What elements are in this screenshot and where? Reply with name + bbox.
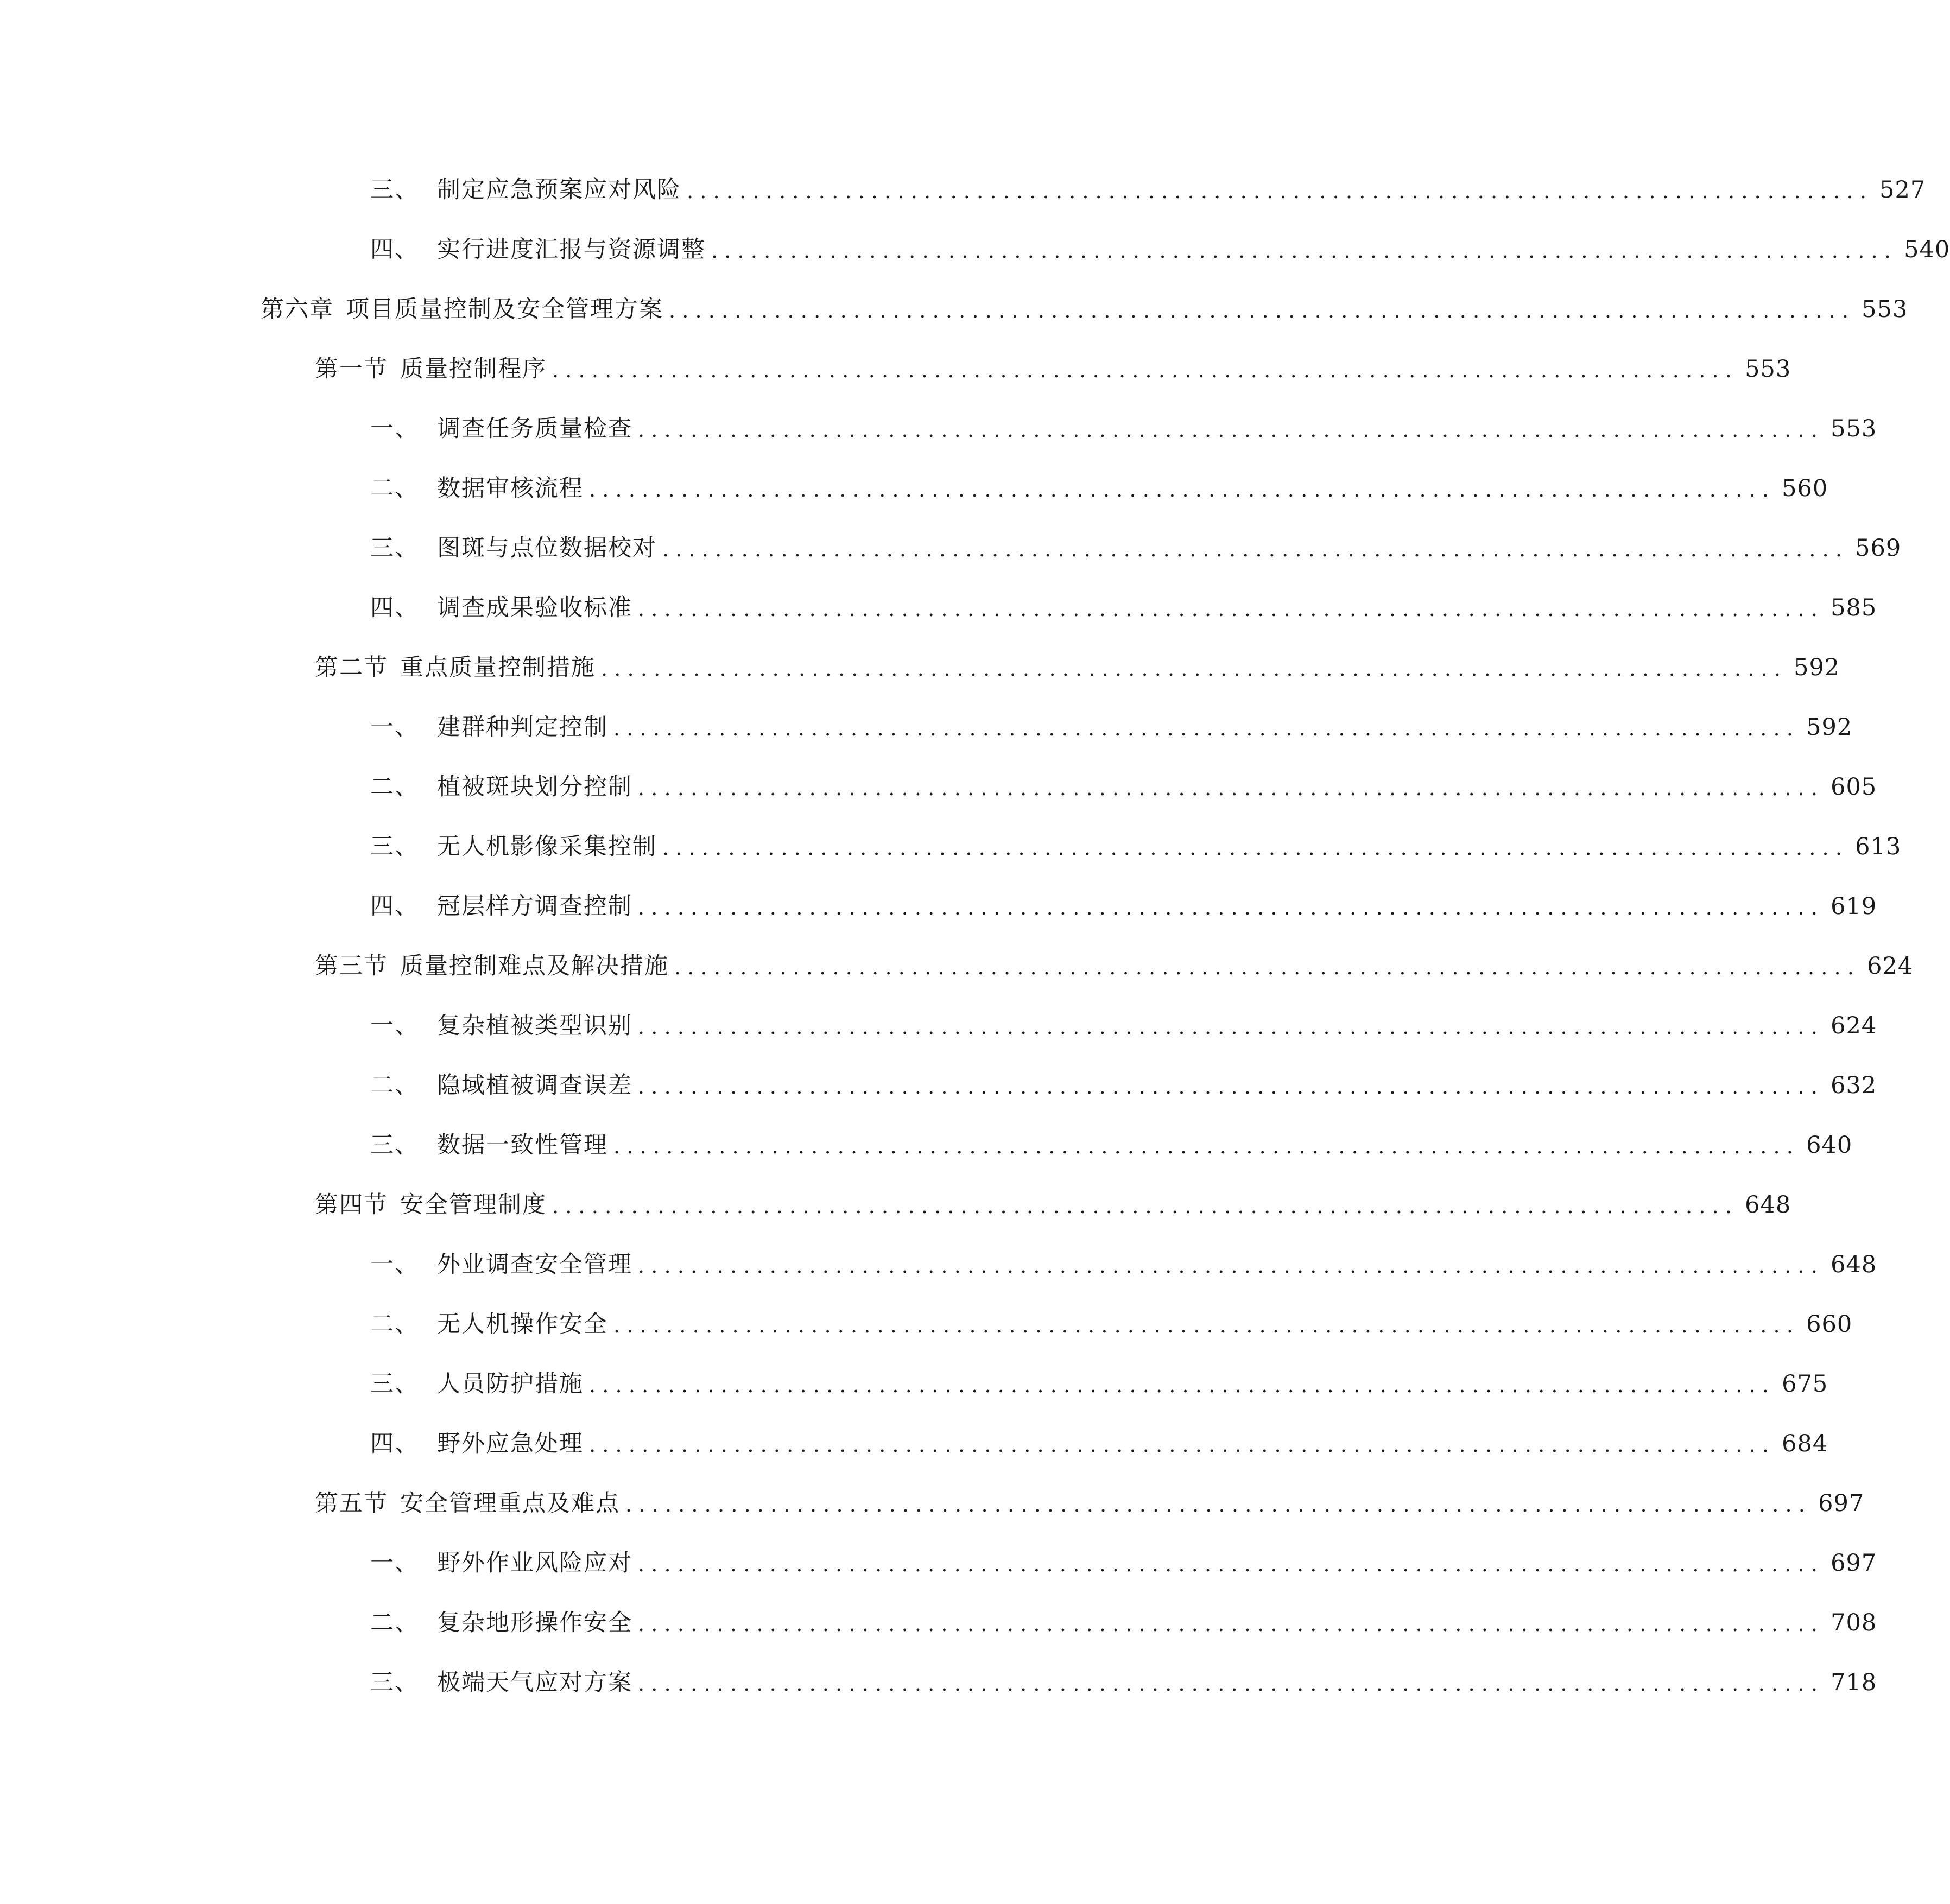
toc-entry[interactable]: [370, 407, 1877, 450]
toc-entry-number: 三、: [370, 534, 419, 562]
toc-entry-title: 冠层样方调查控制: [437, 892, 632, 920]
toc-entry-title: 重点质量控制措施: [400, 653, 596, 681]
toc-entry-number: 四、: [370, 1430, 419, 1457]
toc-entry-title: 隐域植被调查误差: [437, 1071, 632, 1099]
toc-entry-page: 569: [1855, 534, 1902, 562]
toc-entry[interactable]: [370, 706, 1853, 749]
toc-entry-number: 第一节: [315, 355, 388, 383]
dot-leader: ..........................................................................................: [589, 1433, 1776, 1457]
toc-entry[interactable]: [370, 1661, 1877, 1704]
dot-leader: ..........................................................................................: [638, 418, 1825, 442]
dot-leader: ..........................................................................................: [625, 1493, 1812, 1516]
toc-entry[interactable]: [370, 586, 1877, 630]
toc-entry-number: 第五节: [315, 1489, 388, 1517]
dot-leader: ..........................................................................................: [601, 657, 1788, 681]
toc-entry-page: 684: [1782, 1430, 1828, 1457]
toc-entry-page: 592: [1794, 653, 1840, 681]
toc-entry-title: 数据一致性管理: [437, 1131, 608, 1159]
dot-leader: ..........................................................................................: [613, 716, 1800, 740]
dot-leader: ..........................................................................................: [638, 1612, 1825, 1636]
dot-leader: ..........................................................................................: [552, 1194, 1739, 1218]
toc-entry-title: 复杂地形操作安全: [437, 1609, 632, 1636]
toc-entry-title: 野外应急处理: [437, 1430, 584, 1457]
toc-entry-title: 图斑与点位数据校对: [437, 534, 657, 562]
toc-entry-number: 第二节: [315, 653, 388, 681]
toc-entry-page: 675: [1782, 1370, 1828, 1398]
dot-leader: ..........................................................................................: [638, 1552, 1825, 1576]
toc-entry-title: 调查成果验收标准: [437, 594, 632, 621]
dot-leader: ..........................................................................................: [638, 1015, 1825, 1039]
toc-entry[interactable]: [370, 765, 1877, 809]
dot-leader: ..........................................................................................: [638, 896, 1825, 919]
dot-leader: ..........................................................................................: [669, 299, 1856, 322]
toc-entry-page: 697: [1831, 1549, 1877, 1577]
dot-leader: ..........................................................................................: [638, 1672, 1825, 1696]
toc-entry[interactable]: [370, 168, 1926, 212]
dot-leader: ..........................................................................................: [552, 358, 1739, 382]
dot-leader: ..........................................................................................: [589, 1373, 1776, 1397]
dot-leader: ..........................................................................................: [638, 1254, 1825, 1278]
toc-entry-page: 553: [1862, 295, 1908, 323]
dot-leader: ..........................................................................................: [687, 179, 1873, 203]
toc-entry[interactable]: [370, 825, 1902, 868]
toc-entry-title: 调查任务质量检查: [437, 415, 632, 442]
toc-entry-number: 三、: [370, 1131, 419, 1159]
dot-leader: ..........................................................................................: [638, 776, 1825, 800]
toc-entry-title: 安全管理制度: [400, 1191, 547, 1218]
toc-entry-number: 三、: [370, 1370, 419, 1398]
toc-entry-title: 项目质量控制及安全管理方案: [346, 295, 663, 323]
toc-entry-page: 640: [1806, 1131, 1853, 1159]
dot-leader: ..........................................................................................: [638, 597, 1825, 621]
toc-entry-page: 613: [1855, 833, 1902, 860]
toc-entry-page: 553: [1831, 415, 1877, 442]
toc-entry-page: 553: [1745, 355, 1791, 383]
toc-entry[interactable]: [370, 885, 1877, 928]
toc-entry[interactable]: [370, 1243, 1877, 1286]
toc-entry-page: 648: [1745, 1191, 1791, 1218]
toc-entry-title: 无人机影像采集控制: [437, 833, 657, 860]
toc-entry-title: 野外作业风险应对: [437, 1549, 632, 1577]
toc-entry-number: 一、: [370, 1549, 419, 1577]
toc-entry-page: 619: [1831, 892, 1877, 920]
toc-entry[interactable]: [370, 1541, 1877, 1585]
dot-leader: ..........................................................................................: [613, 1134, 1800, 1158]
toc-entry-number: 二、: [370, 773, 419, 801]
toc-entry-chapter[interactable]: [261, 288, 1908, 331]
toc-entry[interactable]: [370, 1362, 1828, 1406]
toc-entry[interactable]: [370, 1303, 1853, 1346]
toc-entry[interactable]: [370, 467, 1828, 510]
toc-entry-title: 数据审核流程: [437, 474, 584, 502]
toc-entry-title: 植被斑块划分控制: [437, 773, 632, 801]
toc-entry-section[interactable]: [315, 646, 1840, 689]
toc-entry-page: 697: [1818, 1489, 1865, 1517]
toc-entry-page: 585: [1831, 594, 1877, 621]
toc-entry-number: 第四节: [315, 1191, 388, 1218]
dot-leader: ..........................................................................................: [662, 836, 1849, 860]
toc-entry[interactable]: [370, 1004, 1877, 1048]
toc-entry-number: 二、: [370, 1310, 419, 1338]
toc-entry-number: 第三节: [315, 952, 388, 980]
toc-entry-title: 外业调查安全管理: [437, 1251, 632, 1278]
toc-entry[interactable]: [370, 228, 1950, 271]
toc-entry-number: 三、: [370, 176, 419, 204]
dot-leader: ..........................................................................................: [613, 1313, 1800, 1337]
toc-entry-page: 540: [1904, 236, 1950, 263]
toc-entry-page: 718: [1831, 1668, 1877, 1696]
toc-entry-title: 质量控制程序: [400, 355, 547, 383]
toc-entry-section[interactable]: [315, 1183, 1791, 1227]
toc-entry-page: 592: [1806, 713, 1853, 741]
toc-entry-page: 605: [1831, 773, 1877, 801]
dot-leader: ..........................................................................................: [662, 537, 1849, 561]
toc-entry-number: 四、: [370, 236, 419, 263]
toc-entry-number: 第六章: [261, 295, 334, 323]
toc-entry-section[interactable]: [315, 1482, 1865, 1525]
toc-entry-title: 建群种判定控制: [437, 713, 608, 741]
toc-entry-title: 实行进度汇报与资源调整: [437, 236, 706, 263]
toc-entry[interactable]: [370, 1124, 1853, 1167]
toc-entry-number: 三、: [370, 833, 419, 860]
toc-entry-title: 人员防护措施: [437, 1370, 584, 1398]
dot-leader: ..........................................................................................: [638, 1075, 1825, 1099]
toc-entry-title: 极端天气应对方案: [437, 1668, 632, 1696]
toc-entry-page: 560: [1782, 474, 1828, 502]
toc-entry-number: 二、: [370, 474, 419, 502]
toc-entry-page: 527: [1879, 176, 1926, 204]
toc-entry-section[interactable]: [315, 944, 1914, 988]
toc-entry-number: 四、: [370, 892, 419, 920]
toc-entry-number: 一、: [370, 1251, 419, 1278]
toc-entry-page: 648: [1831, 1251, 1877, 1278]
toc-entry[interactable]: [370, 1422, 1828, 1465]
toc-entry-title: 安全管理重点及难点: [400, 1489, 620, 1517]
toc-entry-title: 质量控制难点及解决措施: [400, 952, 669, 980]
toc-entry-number: 一、: [370, 713, 419, 741]
dot-leader: ..........................................................................................: [589, 478, 1776, 502]
toc-entry-number: 一、: [370, 1012, 419, 1039]
toc-entry-page: 624: [1867, 952, 1914, 980]
toc-entry-number: 一、: [370, 415, 419, 442]
toc-entry-number: 三、: [370, 1668, 419, 1696]
toc-entry-page: 624: [1831, 1012, 1877, 1039]
toc-entry-page: 708: [1831, 1609, 1877, 1636]
toc-entry-title: 制定应急预案应对风险: [437, 176, 681, 204]
toc-entry-title: 复杂植被类型识别: [437, 1012, 632, 1039]
toc-entry-page: 660: [1806, 1310, 1853, 1338]
toc-entry-number: 二、: [370, 1071, 419, 1099]
dot-leader: ..........................................................................................: [711, 239, 1898, 263]
toc-entry-number: 二、: [370, 1609, 419, 1636]
toc-entry[interactable]: [370, 1064, 1877, 1107]
toc-entry[interactable]: [370, 526, 1902, 570]
dot-leader: ..........................................................................................: [674, 955, 1861, 979]
toc-entry-section[interactable]: [315, 347, 1791, 391]
toc-entry-page: 632: [1831, 1071, 1877, 1099]
toc-entry[interactable]: [370, 1601, 1877, 1645]
toc-entry-number: 四、: [370, 594, 419, 621]
toc-entry-title: 无人机操作安全: [437, 1310, 608, 1338]
